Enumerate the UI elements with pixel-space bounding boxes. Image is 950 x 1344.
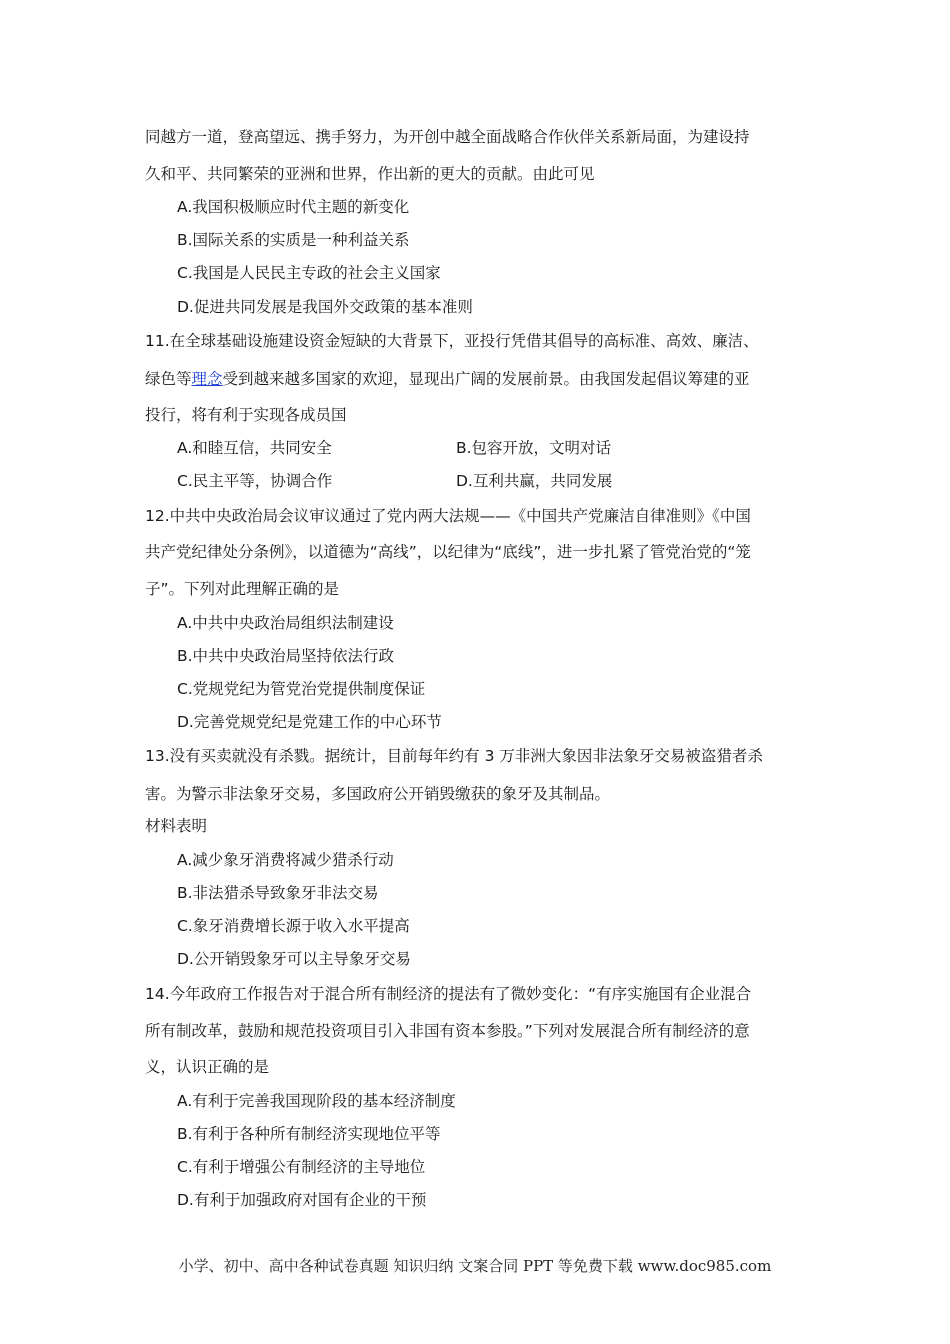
q10-line-1: 同越方一道，登高望远、携手努力，为开创中越全面战略合作伙伴关系新局面，为建设持: [145, 128, 750, 146]
q12-line-2: 共产党纪律处分条例》，以道德为“高线”，以纪律为“底线”，进一步扎紧了管党治党的“笼: [145, 543, 751, 561]
q10-line-2: 久和平、共同繁荣的亚洲和世界，作出新的更大的贡献。由此可见: [145, 165, 595, 183]
q13-line-1: 13.没有买卖就没有杀戮。据统计，目前每年约有 3 万非洲大象因非法象牙交易被盗猎者杀: [145, 747, 763, 765]
q11-option-d: D.互利共赢，共同发展: [456, 472, 613, 490]
q11-line-2-post: 受到越来越多国家的欢迎，显现出广阔的发展前景。由我国发起倡议筹建的亚: [222, 370, 750, 388]
q13-option-d: D.公开销毁象牙可以主导象牙交易: [177, 950, 411, 968]
q10-option-d: D.促进共同发展是我国外交政策的基本准则: [177, 298, 473, 316]
page-footer: 小学、初中、高中各种试卷真题 知识归纳 文案合同 PPT 等免费下载 www.doc985.com: [178, 1257, 772, 1275]
q13-option-b: B.非法猎杀导致象牙非法交易: [177, 884, 379, 902]
q14-line-2: 所有制改革，鼓励和规范投资项目引入非国有资本参股。”下列对发展混合所有制经济的意: [145, 1022, 750, 1040]
q10-option-c: C.我国是人民民主专政的社会主义国家: [177, 264, 441, 282]
q14-line-1: 14.今年政府工作报告对于混合所有制经济的提法有了微妙变化：“有序实施国有企业混合: [145, 985, 752, 1003]
q14-line-3: 义，认识正确的是: [145, 1058, 270, 1076]
q12-line-1: 12.中共中央政治局会议审议通过了党内两大法规——《中国共产党廉洁自律准则》《中国: [145, 507, 751, 525]
q11-line-1: 11.在全球基础设施建设资金短缺的大背景下，亚投行凭借其倡导的高标准、高效、廉洁、: [145, 332, 759, 350]
q12-option-d: D.完善党规党纪是党建工作的中心环节: [177, 713, 442, 731]
q14-option-b: B.有利于各种所有制经济实现地位平等: [177, 1125, 441, 1143]
q12-option-b: B.中共中央政治局坚持依法行政: [177, 647, 395, 665]
q14-option-a: A.有利于完善我国现阶段的基本经济制度: [177, 1092, 456, 1110]
q10-option-b: B.国际关系的实质是一种利益关系: [177, 231, 410, 249]
q11-line-3: 投行，将有利于实现各成员国: [145, 406, 347, 424]
q12-option-c: C.党规党纪为管党治党提供制度保证: [177, 680, 426, 698]
q11-option-b: B.包容开放，文明对话: [456, 439, 612, 457]
q12-line-3: 子”。下列对此理解正确的是: [145, 580, 340, 598]
q13-line-3: 材料表明: [145, 817, 208, 835]
q14-option-d: D.有利于加强政府对国有企业的干预: [177, 1191, 427, 1209]
q11-line-2-pre: 绿色等: [145, 370, 192, 388]
q11-option-c: C.民主平等，协调合作: [177, 472, 333, 490]
q13-line-2: 害。为警示非法象牙交易，多国政府公开销毁缴获的象牙及其制品。: [145, 785, 611, 803]
concept-link[interactable]: 理念: [191, 370, 223, 388]
q11-option-a: A.和睦互信，共同安全: [177, 439, 332, 457]
q13-option-c: C.象牙消费增长源于收入水平提高: [177, 917, 410, 935]
q14-option-c: C.有利于增强公有制经济的主导地位: [177, 1158, 426, 1176]
q13-option-a: A.减少象牙消费将减少猎杀行动: [177, 851, 394, 869]
q11-line-2: [145, 368, 750, 390]
q10-option-a: A.我国积极顺应时代主题的新变化: [177, 198, 410, 216]
q12-option-a: A.中共中央政治局组织法制建设: [177, 614, 394, 632]
